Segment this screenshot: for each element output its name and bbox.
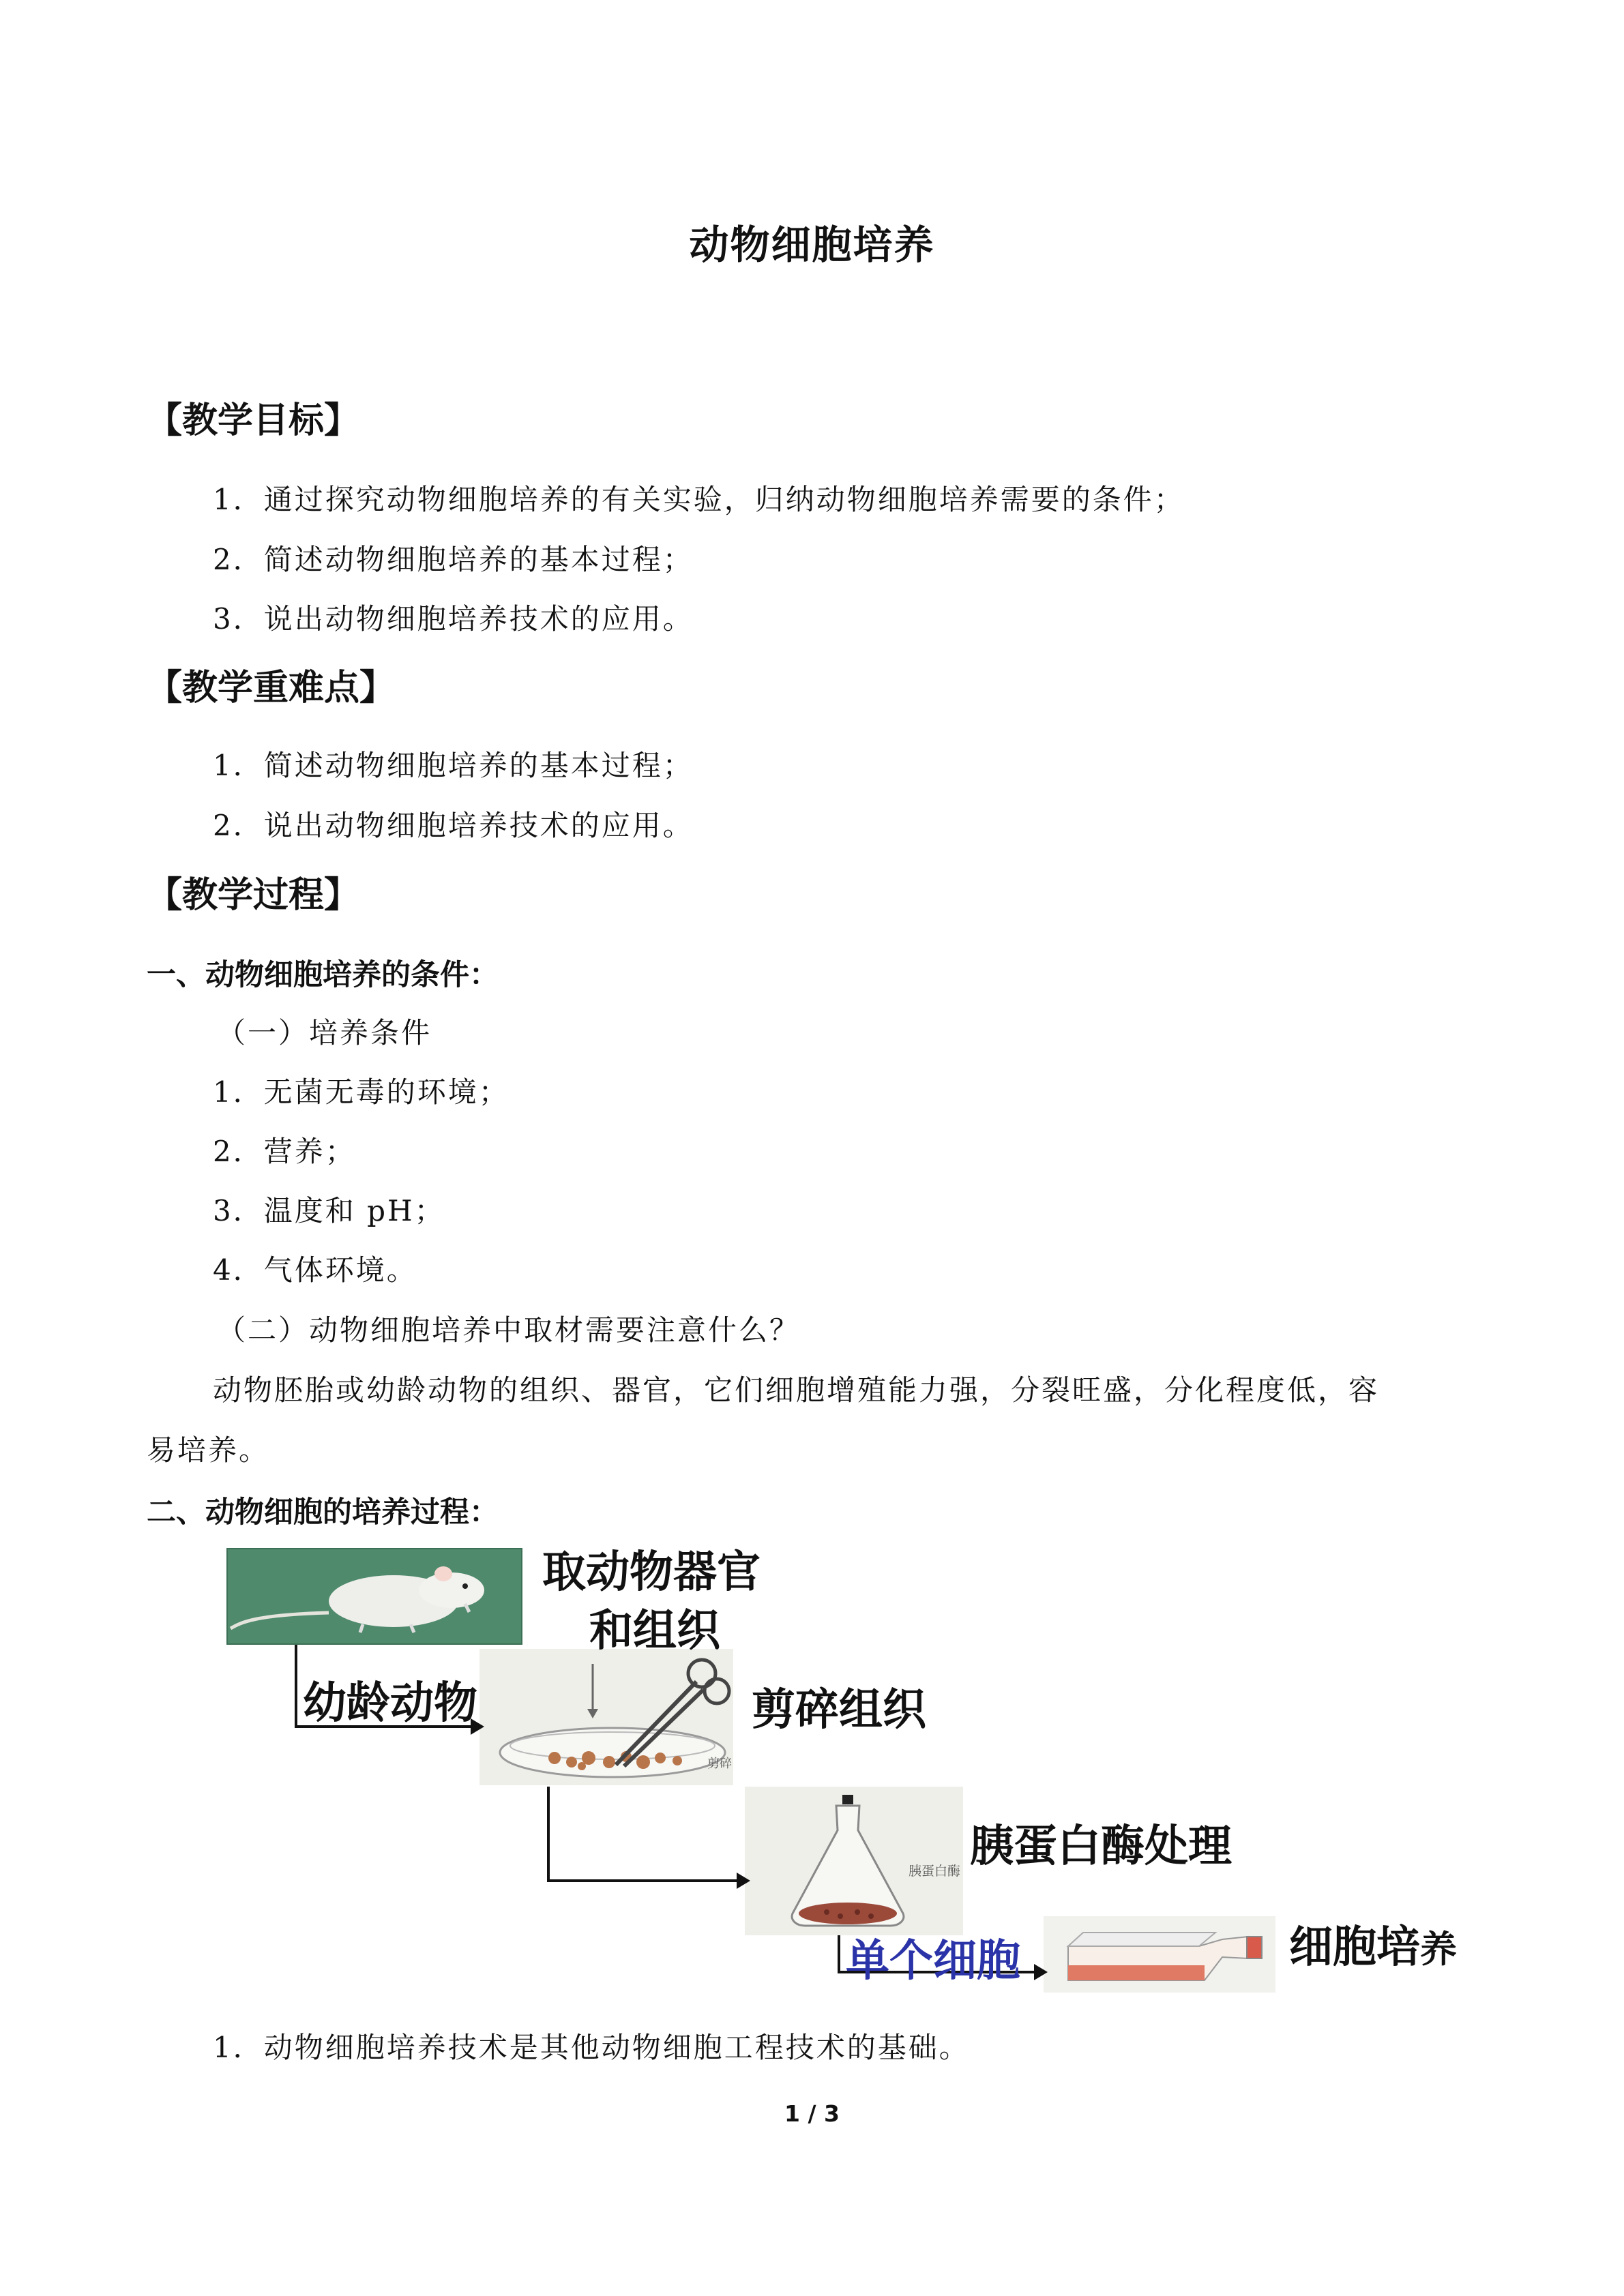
mouse-image (226, 1548, 522, 1645)
condition-item: 1．无菌无毒的环境； (213, 1075, 510, 1109)
condition-item: 3．温度和 pH； (213, 1194, 445, 1227)
objective-item: 2．简述动物细胞培养的基本过程； (213, 543, 694, 576)
flask-small-label: 胰蛋白酶 (909, 1864, 961, 1879)
subsection-title: （二）动物细胞培养中取材需要注意什么？ (217, 1313, 801, 1347)
objective-item: 3．说出动物细胞培养技术的应用。 (213, 602, 694, 636)
arrow-head-icon (737, 1873, 750, 1889)
note-item: 1．动物细胞培养技术是其他动物细胞工程技术的基础。 (213, 2031, 970, 2064)
dish-scissors-image (479, 1649, 733, 1785)
label-take-tissue: 和组织 (589, 1606, 720, 1656)
label-single-cell: 单个细胞 (846, 1936, 1020, 1986)
flask-image (745, 1787, 963, 1935)
objective-item: 1．通过探究动物细胞培养的有关实验，归纳动物细胞培养需要的条件； (213, 483, 1185, 516)
label-cell-culture-b: 养 (1420, 1928, 1457, 1971)
label-young-animal: 幼龄动物 (303, 1678, 477, 1729)
keypoint-item: 1．简述动物细胞培养的基本过程； (213, 749, 694, 782)
subsection-title: （一）培养条件 (217, 1016, 432, 1049)
label-trypsin: 胰蛋白酶处理 (970, 1821, 1232, 1872)
flow-line (295, 1645, 297, 1728)
keypoint-item: 2．说出动物细胞培养技术的应用。 (213, 809, 694, 842)
condition-item: 4．气体环境。 (213, 1253, 417, 1287)
flow-line (547, 1787, 550, 1882)
paragraph-line: 易培养。 (147, 1433, 270, 1467)
flow-line (838, 1935, 840, 1973)
label-cell-culture-a: 细胞培 (1289, 1922, 1420, 1973)
condition-item: 2．营养； (213, 1135, 356, 1168)
page-title: 动物细胞培养 (689, 222, 935, 268)
culture-bottle-image (1044, 1916, 1275, 1993)
label-mince-tissue: 剪碎组织 (752, 1685, 926, 1735)
label-take-organ: 取动物器官 (542, 1547, 761, 1598)
section2-title: 二、动物细胞的培养过程： (147, 1495, 499, 1530)
process-heading: 【教学过程】 (147, 875, 360, 916)
flow-line (547, 1879, 742, 1882)
paragraph-line: 动物胚胎或幼龄动物的组织、器官，它们细胞增殖能力强，分裂旺盛，分化程度低，容 (213, 1373, 1380, 1407)
keypoints-heading: 【教学重难点】 (147, 668, 396, 709)
arrow-head-icon (1034, 1964, 1048, 1980)
page-number: 1 / 3 (784, 2100, 840, 2127)
section1-title: 一、动物细胞培养的条件： (147, 958, 499, 992)
dish-small-label: 剪碎 (707, 1757, 732, 1771)
objectives-heading: 【教学目标】 (147, 400, 360, 441)
label-cell-culture (1289, 1912, 1457, 1975)
